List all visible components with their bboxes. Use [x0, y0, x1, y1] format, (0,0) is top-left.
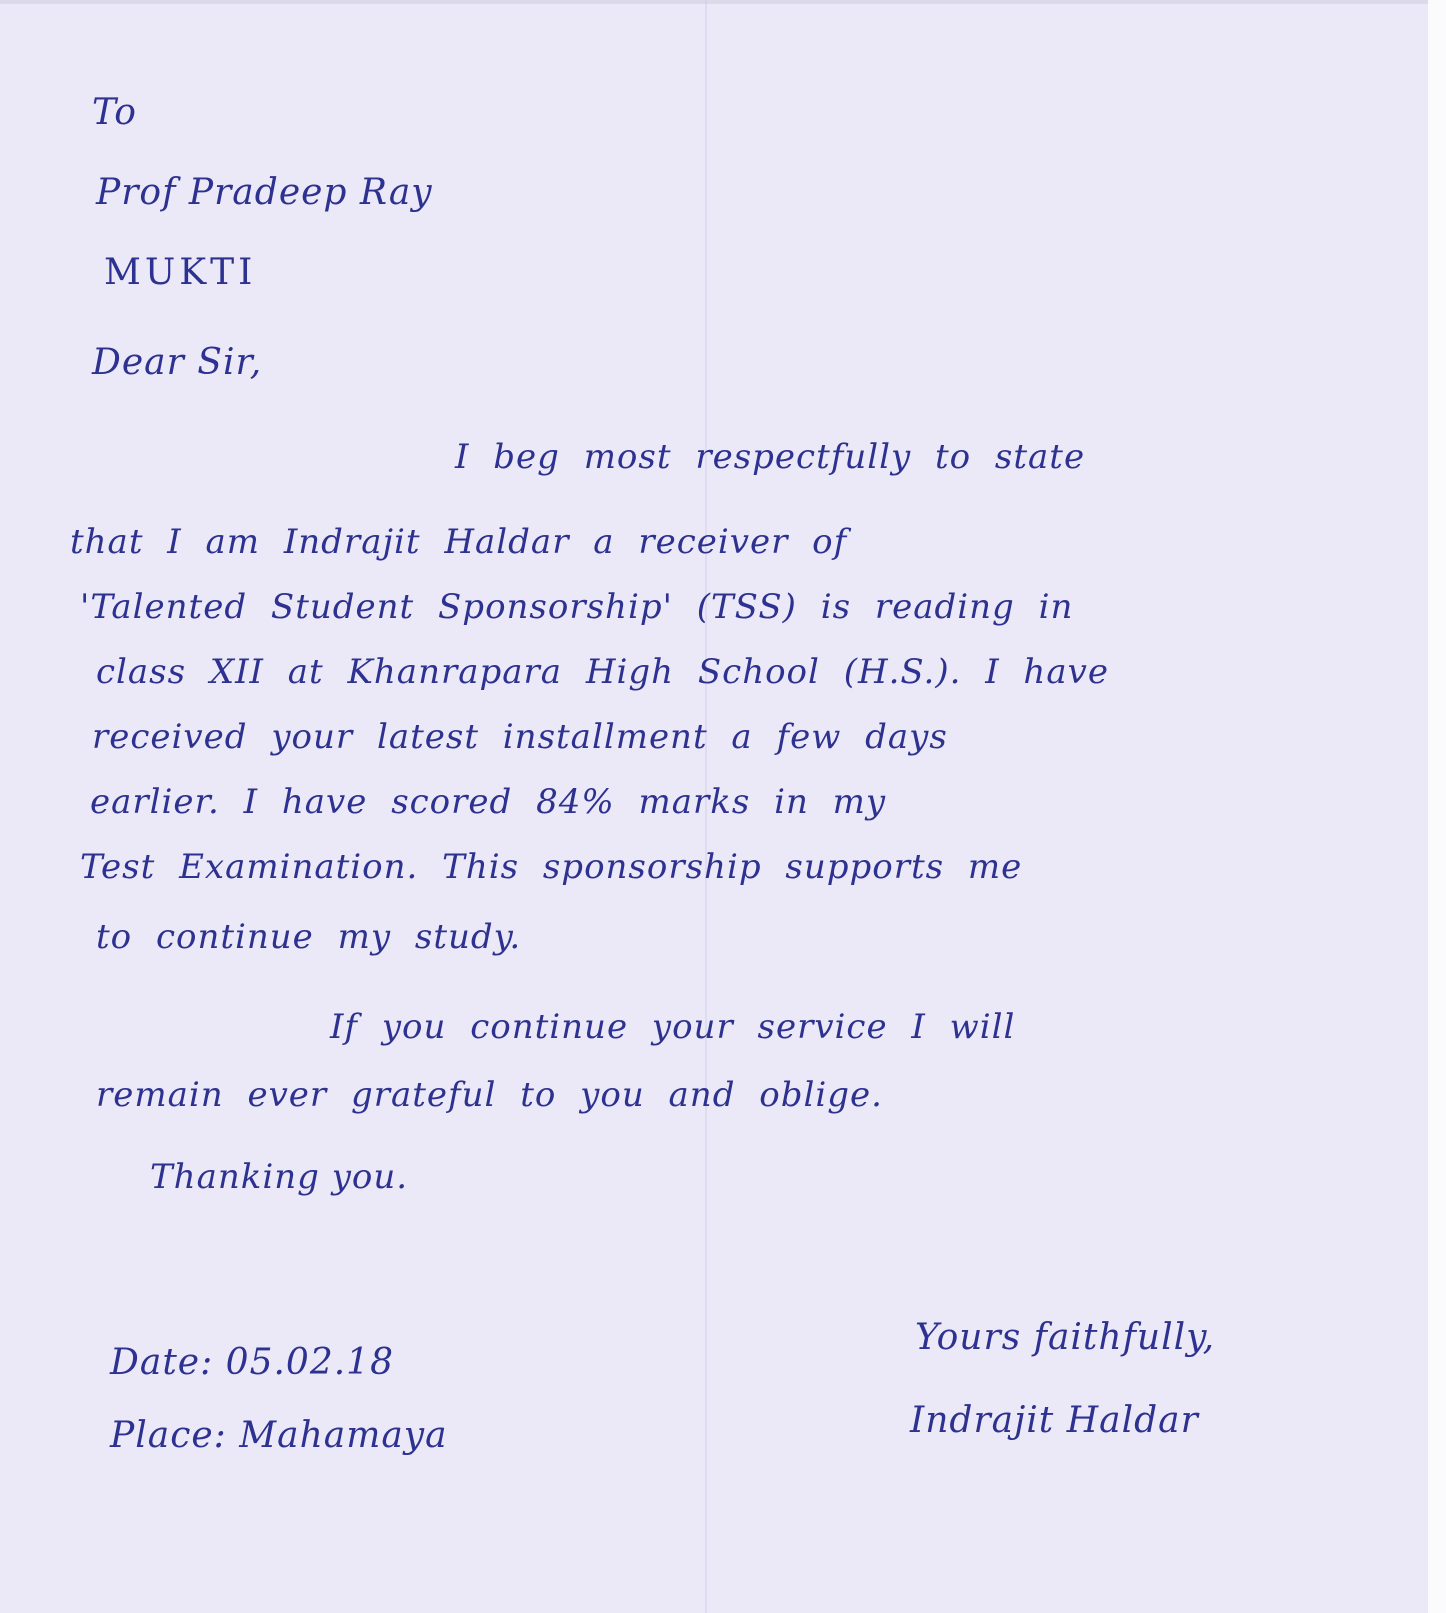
addressee-organization: MUKTI — [104, 252, 257, 293]
body-line-3: 'Talented Student Sponsorship' (TSS) is reading in — [80, 587, 1074, 627]
body-line-5: received your latest installment a few days — [92, 717, 948, 757]
salutation: Dear Sir, — [92, 342, 263, 383]
body-line-10: remain ever grateful to you and oblige. — [96, 1075, 883, 1115]
letter-date: Date: 05.02.18 — [110, 1342, 394, 1383]
thanking-you: Thanking you. — [150, 1157, 409, 1197]
addressee-to: To — [92, 92, 137, 133]
body-line-2: that I am Indrajit Haldar a receiver of — [70, 522, 848, 562]
body-line-8: to continue my study. — [96, 917, 522, 957]
body-line-4: class XII at Khanrapara High School (H.S.). I have — [96, 652, 1109, 692]
closing-phrase: Yours faithfully, — [915, 1317, 1216, 1358]
signature-name: Indrajit Haldar — [910, 1400, 1199, 1441]
paper-right-margin — [1428, 0, 1446, 1613]
paper-top-edge — [0, 0, 1428, 4]
addressee-name: Prof Pradeep Ray — [96, 172, 433, 213]
body-line-9: If you continue your service I will — [330, 1007, 1016, 1047]
letter-place: Place: Mahamaya — [110, 1415, 448, 1456]
body-line-6: earlier. I have scored 84% marks in my — [90, 782, 887, 822]
body-line-7: Test Examination. This sponsorship supports me — [80, 847, 1023, 887]
body-line-1: I beg most respectfully to state — [455, 437, 1086, 477]
